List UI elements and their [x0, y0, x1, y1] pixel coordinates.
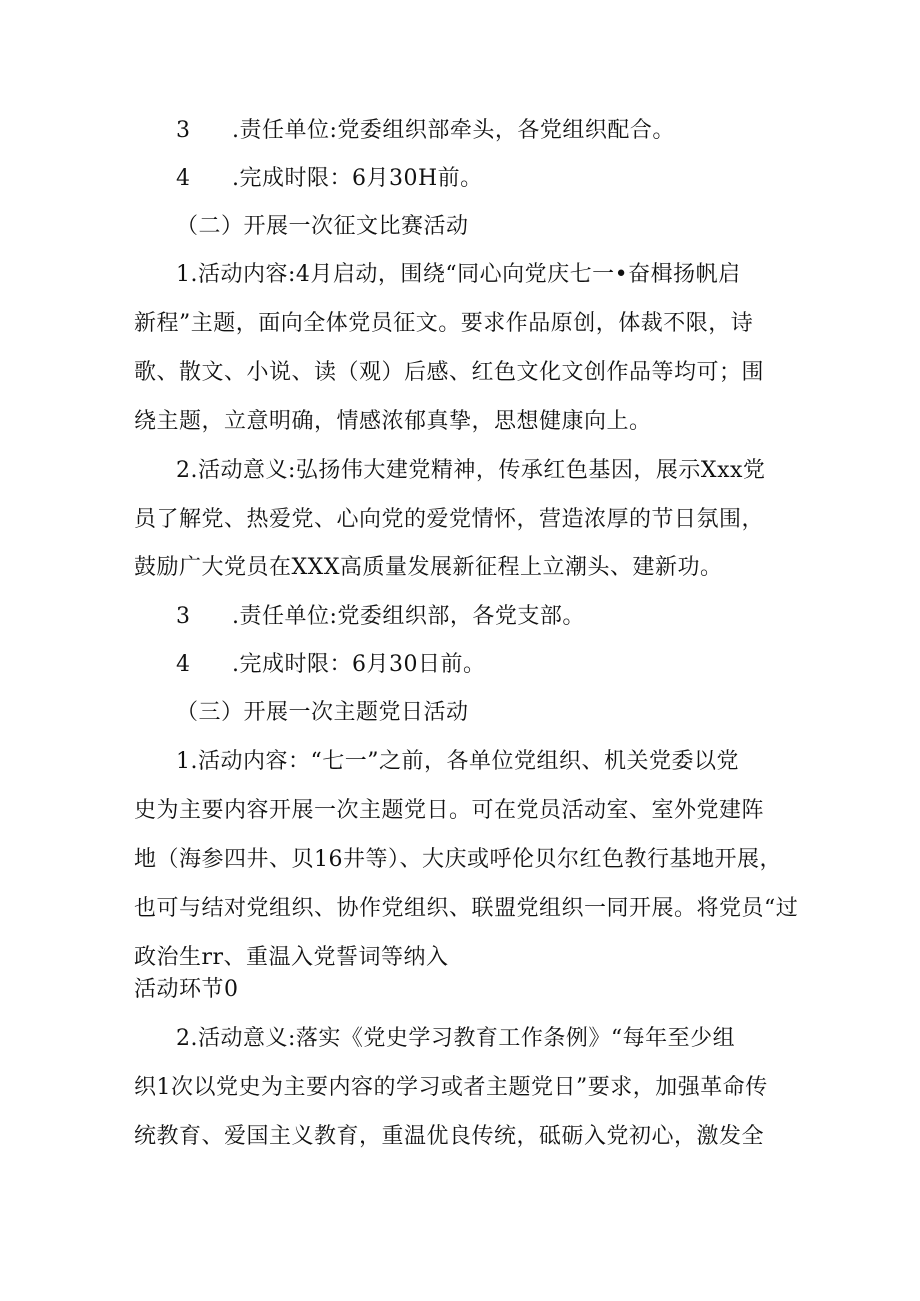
item-4-deadline [176, 650, 486, 680]
item-number: 4 [176, 652, 191, 677]
paragraph-line: 统教育、爱国主义教育，重温优良传统，砥砺入党初心，激发全 [134, 1124, 765, 1149]
paragraph-line: 新程”主题，面向全体党员征文。要求作品原创，体裁不限，诗 [134, 311, 754, 336]
section-heading-theme-party-day: （三）开展一次主题党日活动 [176, 700, 469, 725]
item-number: 3 [176, 604, 191, 629]
item-text: .责任单位:党委组织部牵头，各党组织配合。 [232, 118, 675, 143]
paragraph-line: 2.活动意义:弘扬伟大建党精神，传承红色基因，展示Xxx党 [176, 458, 766, 483]
paragraph-line: 史为主要内容开展一次主题党日。可在党员活动室、室外党建阵 [134, 798, 765, 823]
paragraph-line: 也可与结对党组织、协作党组织、联盟党组织一同开展。将党员“过 [134, 896, 799, 921]
item-text: .责任单位:党委组织部，各党支部。 [232, 604, 585, 629]
item-4-deadline [176, 164, 483, 194]
paragraph-line: 鼓励广大党员在XXX高质量发展新征程上立潮头、建新功。 [134, 555, 723, 580]
section-heading-essay-contest: （二）开展一次征文比赛活动 [176, 214, 469, 239]
paragraph-line: 织1次以党史为主要内容的学习或者主题党日”要求，加强革命传 [134, 1075, 768, 1100]
item-number: 3 [176, 118, 191, 143]
item-3-responsibility [176, 116, 675, 146]
paragraph-line: 政治生rr、重温入党誓词等纳入 [134, 945, 449, 970]
paragraph-line: 员了解党、热爱党、心向党的爱党情怀，营造浓厚的节日氛围， [134, 507, 765, 532]
paragraph-line: 活动环节0 [134, 977, 239, 1002]
paragraph-line: 1.活动内容：“七一”之前，各单位党组织、机关党委以党 [176, 749, 739, 774]
paragraph-line: 地（海参四井、贝16井等）、大庆或呼伦贝尔红色教行基地开展， [134, 847, 782, 872]
paragraph-line: 绕主题，立意明确，情感浓郁真挚，思想健康向上。 [134, 409, 652, 434]
paragraph-line: 2.活动意义:落实《党史学习教育工作条例》“每年至少组 [176, 1026, 736, 1051]
item-text: .完成时限：6月30H前。 [232, 166, 483, 191]
paragraph-line: 歌、散文、小说、读（观）后感、红色文化文创作品等均可；围 [134, 360, 765, 385]
item-text: .完成时限：6月30日前。 [232, 652, 486, 677]
paragraph-line: 1.活动内容:4月启动，围绕“同心向党庆七一•奋楫扬帆启 [176, 262, 741, 287]
item-number: 4 [176, 166, 191, 191]
item-3-responsibility [176, 602, 585, 632]
